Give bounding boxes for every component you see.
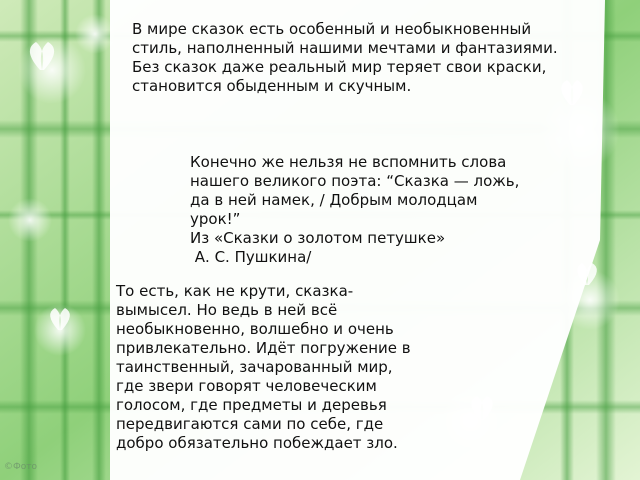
conclusion-line: где звери говорят человеческим [116,377,377,395]
intro-paragraph [132,20,602,96]
quote-source: Из «Сказки о золотом петушке» [190,229,446,247]
intro-line: Без сказок даже реальный мир теряет свои краски, [132,58,547,76]
conclusion-line: таинственный, зачарованный мир, [116,358,393,376]
conclusion-line: передвигаются сами по себе, где [116,415,384,433]
conclusion-line: привлекательно. Идёт погружение в [116,339,411,357]
intro-line: становится обыденным и скучным. [132,77,412,95]
quote-author: А. С. Пушкина/ [190,248,312,266]
conclusion-line: добро обязательно побеждает зло. [116,434,398,452]
conclusion-paragraph [116,282,446,453]
intro-line: стиль, наполненный нашими мечтами и фантазиями. [132,39,558,57]
conclusion-line: То есть, как не крути, сказка- [116,282,354,300]
intro-line: В мире сказок есть особенный и необыкновенный [132,20,532,38]
pushkin-quote [190,153,560,267]
quote-line: урок!” [190,210,241,228]
conclusion-line: вымысел. Но ведь в ней всё [116,301,338,319]
quote-line: да в ней намек, / Добрым молодцам [190,191,478,209]
quote-line: Конечно же нельзя не вспомнить слова [190,153,507,171]
quote-line: нашего великого поэта: “Сказка — ложь, [190,172,520,190]
conclusion-line: голосом, где предметы и деревья [116,396,387,414]
conclusion-line: необыкновенно, волшебно и очень [116,320,394,338]
watermark: ©Фото [4,462,38,472]
